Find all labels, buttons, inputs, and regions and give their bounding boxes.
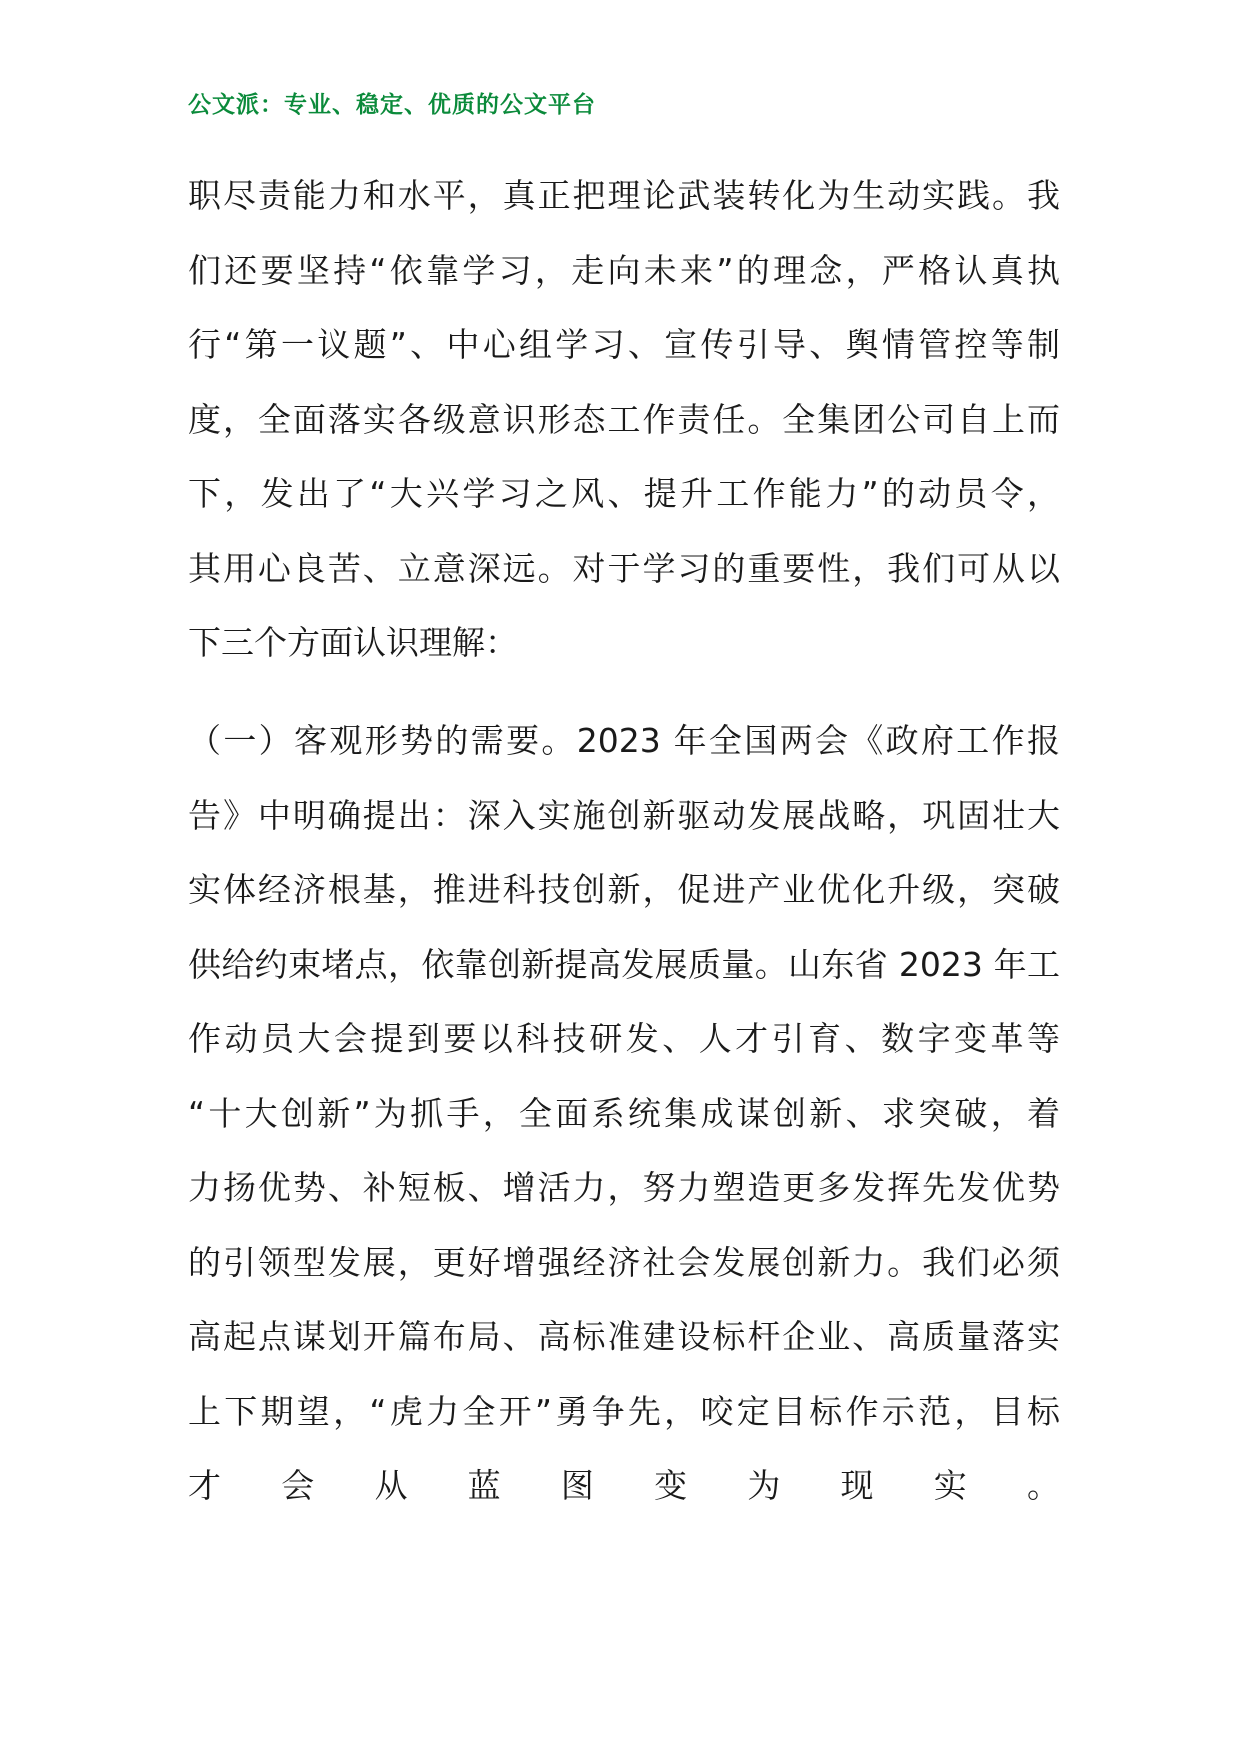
text-line: （一）客观形势的需要。2023 年全国两会《政府工作报 (188, 721, 1060, 760)
text-line: 的引领型发展，更好增强经济社会发展创新力。我们必须 (188, 1242, 1060, 1282)
text-line: 告》中明确提出：深入实施创新驱动发展战略，巩固壮大 (188, 795, 1060, 835)
paragraph-2 (188, 704, 1060, 1598)
text-line: 其用心良苦、立意深远。对于学习的重要性，我们可从以 (188, 548, 1060, 588)
text-line: 实体经济根基，推进科技创新，促进产业优化升级，突破 (188, 870, 1060, 909)
text-line (188, 1524, 1060, 1599)
text-line: 高起点谋划开篇布局、高标准建设标杆企业、高质量落实 (188, 1317, 1060, 1356)
text-line: 才会从蓝图变为现实。 (188, 1466, 1060, 1505)
paragraph-1 (188, 159, 1060, 681)
brand-header: 公文派：专业、稳定、优质的公文平台 (188, 92, 596, 118)
text-line: 行“第一议题”、中心组学习、宣传引导、舆情管控等制 (188, 325, 1060, 364)
text-line: 下，发出了“大兴学习之风、提升工作能力”的动员令， (188, 474, 1060, 513)
text-line: “十大创新”为抓手，全面系统集成谋创新、求突破，着 (188, 1093, 1060, 1133)
text-line: 供给约束堵点，依靠创新提高发展质量。山东省 2023 年工 (188, 944, 1060, 984)
text-line: 力扬优势、补短板、增活力，努力塑造更多发挥先发优势 (188, 1168, 1060, 1207)
text-line: 作动员大会提到要以科技研发、人才引育、数字变革等 (188, 1019, 1060, 1058)
text-line: 们还要坚持“依靠学习，走向未来”的理念，严格认真执 (188, 250, 1060, 290)
text-line: 上下期望，“虎力全开”勇争先，咬定目标作示范，目标 (188, 1391, 1060, 1431)
text-line: 下三个方面认识理解： (188, 623, 518, 662)
text-line: 职尽责能力和水平，真正把理论武装转化为生动实践。我 (188, 176, 1060, 215)
text-line: 度，全面落实各级意识形态工作责任。全集团公司自上而 (188, 399, 1060, 439)
